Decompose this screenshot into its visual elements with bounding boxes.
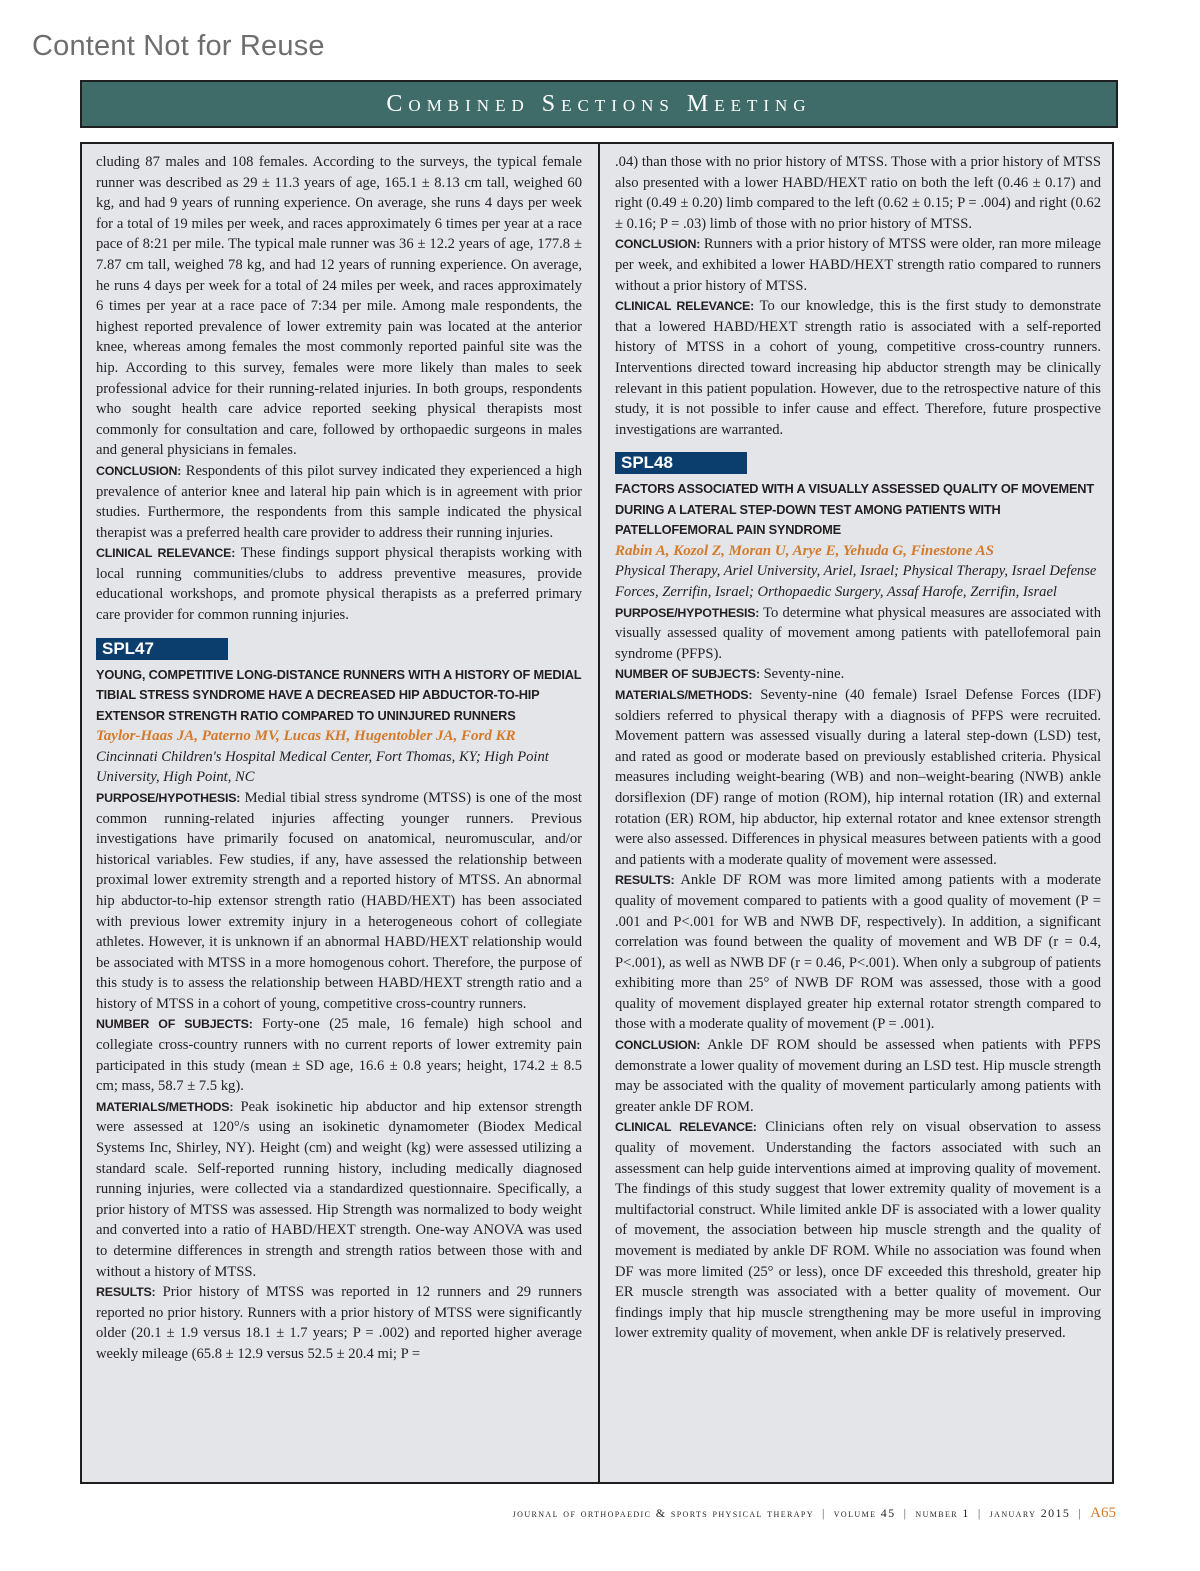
issue-date: january 2015 — [989, 1506, 1071, 1520]
left-column — [96, 152, 582, 1365]
results-text: Ankle DF ROM was more limited among patients with a moderate quality of movement compared to patients with a good quality of movement (P = .001 and P<.001 for WB and NWB DF, respectively). In addition, a significant correlation was found between the quality of movement and WB DF (r = 0.4, P<.001), as well as NWB DF (r = 0.46, P<.001). When only a subgroup of patients exhibiting more than 25° of NWB DF ROM was assessed, those with a good quality of movement displayed greater hip external rotator strength compared to those with a moderate quality of movement (P = .001). — [615, 872, 1102, 1033]
conclusion-spl47 — [615, 234, 1101, 296]
purpose-text: Medial tibial stress syndrome (MTSS) is one of the most common running-related injuries affecting younger runners. Previous investigations have primarily focused on anatomical, neuromuscular, and/or historical variables. Few studies, if any, have assessed the relationship between proximal lower extremity strength and a reported history of MTSS. An abnormal hip abductor-to-hip extensor strength ratio (HABD/HEXT) has been associated with previous lower extremity injury in a heterogeneous cohort of collegiate athletes. However, it is unknown if an abnormal HABD/HEXT relationship would be associated with MTSS in a more homogenous cohort. Therefore, the purpose of this study is to assess the relationship between HABD/HEXT strength ratio and a history of MTSS in a cohort of young, competitive cross-country runners. — [96, 789, 582, 1012]
footer-separator: | — [821, 1506, 826, 1520]
affiliation-spl48: Physical Therapy, Ariel University, Ariel, Israel; Physical Therapy, Israel Defense Forces, Zerrifin, Israel; Orthopaedic Surgery, Assaf Harofe, Zerrifin, Israel — [615, 563, 1097, 600]
relevance-text: Clinicians often rely on visual observation to assess quality of movement. Understanding the factors associated with such an assessment can help guide interventions aimed at improving quality of movement. The findings of this study suggest that lower extremity quality of movement is a multifactorial construct. While limited ankle DF is associated with a lower quality of movement, the association between hip muscle strength and the quality of movement is mediated by ankle DF ROM. While no association was found when DF was more limited (25° or less), once DF exceeded this threshold, greater hip ER muscle strength was associated with a better quality of movement. Our findings imply that hip muscle strengthening may be more useful in improving lower extremity quality of movement, when ankle DF is relatively preserved. — [615, 1119, 1101, 1342]
relevance-label: CLINICAL RELEVANCE: — [615, 1120, 757, 1135]
previous-abstract-conclusion — [96, 461, 582, 543]
relevance-spl48 — [615, 1117, 1101, 1344]
results-spl48 — [615, 870, 1101, 1035]
journal-name: journal of orthopaedic & sports physical therapy — [512, 1506, 814, 1520]
methods-label: MATERIALS/METHODS: — [96, 1099, 234, 1114]
right-column — [615, 152, 1101, 1344]
authors-spl48: Rabin A, Kozol Z, Moran U, Arye E, Yehuda G, Finestone AS — [615, 542, 994, 559]
methods-text: Peak isokinetic hip abductor and hip extensor strength were assessed at 120°/s using an isokinetic dynamometer (Biodex Medical Systems Inc, Shirley, NY). Height (cm) and weight (kg) were assessed utilizing a standard scale. Self-reported running history, including medically diagnosed running injuries, were collected via a standardized questionnaire. Specifically, a prior history of MTSS was assessed. Hip Strength was normalized to body weight and converted into a ratio of HABD/HEXT strength. One-way ANOVA was used to determine differences in strength and strength ratios between those with and without a history of MTSS. — [96, 1098, 582, 1280]
results-label: RESULTS: — [96, 1285, 156, 1300]
footer-separator: | — [903, 1506, 908, 1520]
subjects-label: NUMBER OF SUBJECTS: — [615, 667, 760, 682]
subjects-spl48 — [615, 664, 1101, 685]
methods-spl47 — [96, 1097, 582, 1282]
issue-number: number 1 — [915, 1506, 970, 1520]
watermark: Content Not for Reuse — [32, 30, 325, 62]
purpose-spl48 — [615, 603, 1101, 665]
results-label: RESULTS: — [615, 873, 675, 888]
page-number: A65 — [1090, 1505, 1116, 1521]
conclusion-text: Respondents of this pilot survey indicated they experienced a high prevalence of anterior knee and lateral hip pain which is in agreement with prior studies. Furthermore, the respondents from this sample indicated the physical therapist was a preferred health care provider to address their running injuries. — [96, 462, 582, 541]
subjects-text: Seventy-nine. — [763, 666, 845, 683]
abstract-id-spl47: SPL47 — [96, 638, 228, 660]
conclusion-label: CONCLUSION: — [615, 237, 701, 252]
section-banner: Combined Sections Meeting — [80, 80, 1118, 128]
results-spl47 — [96, 1282, 582, 1364]
page-footer — [513, 1505, 1116, 1522]
previous-abstract-results: cluding 87 males and 108 females. According to the surveys, the typical female runner was described as 29 ± 11.3 years of age, 165.1 ± 8.13 cm tall, weighed 60 kg, and had 9 years of running experience. On average, she runs 4 days per week for a total of 19 miles per week, and races approximately 6 times per year at a race pace of 8:21 per mile. The typical male runner was 36 ± 12.2 years of age, 177.8 ± 7.87 cm tall, weighed 78 kg, and had 12 years of running experience. On average, he runs 4 days per week for a total of 24 miles per week, and races approximately 6 times per year at a race pace of 7:34 per mile. Among male respondents, the highest reported prevalence of lower extremity pain was located at the anterior knee, whereas among females the most commonly reported painful site was the hip. According to this survey, females were more likely than males to seek professional advice for their running-related injuries. In both groups, respondents who sought health care advice reported seeking physical therapists most commonly for consultation and care, followed by orthopaedic surgeons in males and general physicians in females. — [96, 154, 582, 459]
footer-separator: | — [1078, 1506, 1083, 1520]
conclusion-spl48 — [615, 1035, 1101, 1117]
subjects-spl47 — [96, 1014, 582, 1096]
relevance-spl47 — [615, 296, 1101, 440]
abstract-title-spl47: YOUNG, COMPETITIVE LONG-DISTANCE RUNNERS WITH A HISTORY OF MEDIAL TIBIAL STRESS SYNDROME HAVE A DECREASED HIP ABDUCTOR-TO-HIP EXTENSOR STRENGTH RATIO COMPARED TO UNINJURED RUNNERS — [96, 666, 582, 723]
purpose-text: To determine what physical measures are associated with visually assessed quality of movement among patients with patellofemoral pain syndrome (PFPS). — [615, 604, 1101, 662]
purpose-label: PURPOSE/HYPOTHESIS: — [615, 605, 760, 620]
relevance-label: CLINICAL RELEVANCE: — [615, 299, 755, 314]
affiliation-spl47: Cincinnati Children's Hospital Medical Center, Fort Thomas, KY; High Point University, High Point, NC — [96, 748, 549, 786]
conclusion-label: CONCLUSION: — [96, 463, 182, 478]
relevance-label: CLINICAL RELEVANCE: — [96, 546, 236, 561]
methods-label: MATERIALS/METHODS: — [615, 687, 753, 702]
authors-spl47: Taylor-Haas JA, Paterno MV, Lucas KH, Hugentobler JA, Ford KR — [96, 728, 516, 745]
methods-text: Seventy-nine (40 female) Israel Defense Forces (IDF) soldiers referred to physical therapy with a diagnosis of PFPS were recruited. Movement pattern was assessed visually during a lateral step-down (LSD) test, and rated as good or moderate based on previously established criteria. Physical measures including weight-bearing (WB) and non–weight-bearing (NWB) ankle dorsiflexion (DF) range of motion (ROM), hip internal rotation (IR) and external rotation (ER) ROM, hip abductor, hip external rotator and knee extensor strength were also assessed. Differences in physical measures between patients with a good and patients with a moderate quality of movement were assessed. — [615, 686, 1101, 868]
results-continued-spl47: .04) than those with no prior history of MTSS. Those with a prior history of MTSS also presented with a lower HABD/HEXT ratio on both the left (0.46 ± 0.17) and right (0.49 ± 0.20) limb compared to the left (0.62 ± 0.15; P = .004) and right (0.62 ± 0.16; P = .03) limb of those with no prior history of MTSS. — [615, 154, 1101, 232]
subjects-text: Forty-one (25 male, 16 female) high school and collegiate cross-country runners with no current reports of lower extremity pain participated in this study (mean ± SD age, 16.6 ± 0.8 years; height, 174.2 ± 8.5 cm; mass, 58.7 ± 7.5 kg). — [96, 1016, 582, 1095]
relevance-text: These findings support physical therapists working with local running communities/clubs to address preventive measures, provide educational workshops, and promote physical therapists as a preferred primary care provider for common running injuries. — [96, 545, 582, 624]
results-text: Prior history of MTSS was reported in 12 runners and 29 runners reported no prior history. Runners with a prior history of MTSS were significantly older (20.1 ± 1.9 versus 18.1 ± 1.7 years; P = .002) and reported higher average weekly mileage (65.8 ± 12.9 versus 52.5 ± 20.4 mi; P = — [96, 1284, 582, 1362]
methods-spl48 — [615, 685, 1101, 870]
conclusion-label: CONCLUSION: — [615, 1038, 701, 1053]
subjects-label: NUMBER OF SUBJECTS: — [96, 1017, 253, 1032]
purpose-label: PURPOSE/HYPOTHESIS: — [96, 790, 241, 805]
conclusion-text: Ankle DF ROM should be assessed when patients with PFPS demonstrate a lower quality of movement during an LSD test. Hip muscle strength may be associated with the quality of movement particularly among patients with greater ankle DF ROM. — [615, 1037, 1101, 1115]
previous-abstract-relevance — [96, 543, 582, 625]
column-divider — [598, 144, 600, 1482]
purpose-spl47 — [96, 788, 582, 1015]
abstract-id-spl48: SPL48 — [615, 452, 747, 474]
abstract-title-spl48: FACTORS ASSOCIATED WITH A VISUALLY ASSESSED QUALITY OF MOVEMENT DURING A LATERAL STEP-DOWN TEST AMONG PATIENTS WITH PATELLOFEMORAL PAIN SYNDROME — [615, 481, 1094, 538]
footer-separator: | — [977, 1506, 982, 1520]
relevance-text: To our knowledge, this is the first study to demonstrate that a lowered HABD/HEXT strength ratio is associated with a self-reported history of MTSS in a cohort of young, competitive cross-country runners. Interventions directed toward increasing hip abductor strength may be clinically relevant in this patient population. However, due to the retrospective nature of this study, it is not possible to infer cause and effect. Therefore, future prospective investigations are warranted. — [615, 298, 1101, 438]
conclusion-text: Runners with a prior history of MTSS were older, ran more mileage per week, and exhibited a lower HABD/HEXT strength ratio compared to runners without a prior history of MTSS. — [615, 236, 1101, 294]
volume-number: volume 45 — [833, 1506, 896, 1520]
